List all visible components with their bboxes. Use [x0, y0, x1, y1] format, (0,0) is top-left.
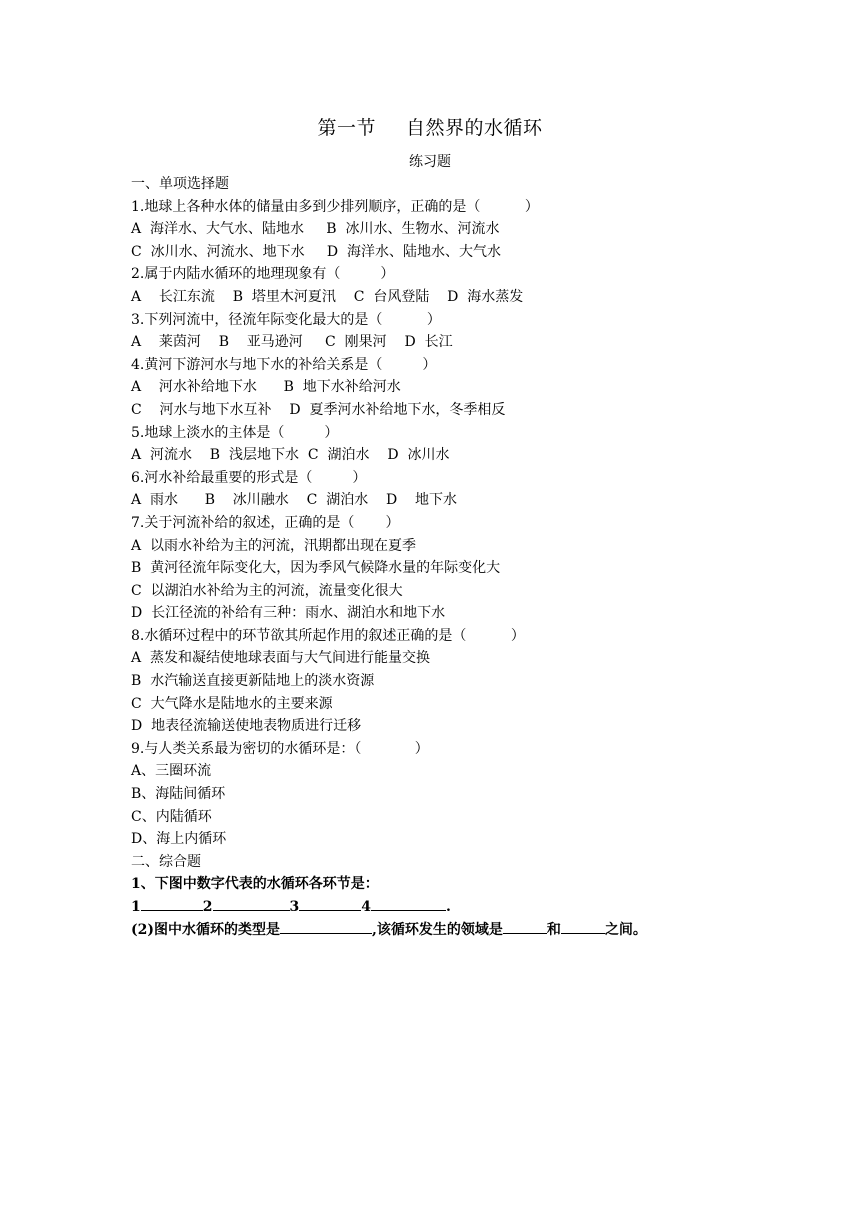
answer-blank-4[interactable]: [371, 896, 446, 911]
answer-blank-2[interactable]: [213, 896, 290, 911]
q2-text-c: 和: [546, 921, 561, 938]
question-8: [131, 625, 771, 738]
question-option: A 雨水 B 冰川融水 C 湖泊水 D 地下水: [131, 492, 458, 509]
question-2: [131, 263, 771, 308]
question-option: A 海洋水、大气水、陆地水 B 冰川水、生物水、河流水: [131, 221, 500, 238]
question-option: A 莱茵河 B 亚马逊河 C 刚果河 D 长江: [131, 334, 453, 351]
question-option: B 水汽输送直接更新陆地上的淡水资源: [131, 673, 375, 690]
question-stem: 1.地球上各种水体的储量由多到少排列顺序，正确的是（ ）: [131, 198, 539, 215]
section-heading-choice: 一、单项选择题: [131, 176, 229, 192]
blank-label-2: 2: [202, 899, 213, 915]
question-option: A 蒸发和凝结使地球表面与大气间进行能量交换: [131, 650, 431, 667]
worksheet-content: [131, 173, 771, 941]
question-4: [131, 354, 771, 422]
question-3: [131, 309, 771, 354]
page-subtitle: 练习题: [409, 154, 451, 170]
question-option: C 以湖泊水补给为主的河流，流量变化很大: [131, 582, 403, 599]
question-option: D 长江径流的补给有三种：雨水、湖泊水和地下水: [131, 605, 446, 622]
question-option: A、三圈环流: [131, 763, 212, 780]
blank-label-1: 1: [131, 899, 141, 915]
question-stem: 9.与人类关系最为密切的水循环是：（ ）: [131, 740, 429, 757]
answer-blank-cycle-type[interactable]: [280, 919, 372, 934]
q2-text-b: ,该循环发生的领域是: [372, 921, 503, 938]
answer-blank-1[interactable]: [141, 896, 203, 911]
answer-blank-3[interactable]: [299, 896, 361, 911]
question-option: D、海上内循环: [131, 831, 227, 848]
question-stem: 7.关于河流补给的叙述，正确的是（ ）: [131, 514, 400, 531]
question-option: B 黄河径流年际变化大，因为季风气候降水量的年际变化大: [131, 560, 501, 577]
question-5: [131, 422, 771, 467]
title-section-number: 第一节: [317, 117, 376, 139]
question-9: [131, 738, 771, 851]
question-1: [131, 196, 771, 264]
answer-blank-domain-2[interactable]: [561, 919, 605, 934]
blank-label-4: 4: [361, 899, 371, 915]
question-option: D 地表径流输送使地表物质进行迁移: [131, 718, 362, 735]
question-option: A 河水补给地下水 B 地下水补给河水: [131, 379, 401, 396]
blank-label-3: 3: [289, 899, 300, 915]
question-option: A 河流水 B 浅层地下水 C 湖泊水 D 冰川水: [131, 447, 450, 464]
question-stem: 8.水循环过程中的环节欲其所起作用的叙述正确的是（ ）: [131, 627, 525, 644]
question-7: [131, 512, 771, 625]
question-option: C 河水与地下水互补 D 夏季河水补给地下水，冬季相反: [131, 401, 506, 418]
question-option: A 以雨水补给为主的河流，汛期都出现在夏季: [131, 537, 417, 554]
question-option: C、内陆循环: [131, 808, 212, 825]
page-title: [0, 114, 860, 142]
question-stem: 4.黄河下游河水与地下水的补给关系是（ ）: [131, 356, 437, 373]
comprehensive-question-1: 1、下图中数字代表的水循环各环节是：: [131, 876, 379, 893]
blank-end-period: .: [446, 899, 451, 915]
question-option: A 长江东流 B 塔里木河夏汛 C 台风登陆 D 海水蒸发: [131, 288, 524, 305]
question-stem: 3.下列河流中，径流年际变化最大的是（ ）: [131, 311, 441, 328]
answer-blank-domain-1[interactable]: [503, 919, 547, 934]
title-topic: 自然界的水循环: [406, 117, 543, 139]
question-option: C 冰川水、河流水、地下水 D 海洋水、陆地水、大气水: [131, 243, 501, 260]
comprehensive-question-2: [131, 919, 771, 942]
question-option: B、海陆间循环: [131, 786, 226, 803]
question-stem: 6.河水补给最重要的形式是（ ）: [131, 469, 367, 486]
section-heading-comprehensive: 二、综合题: [131, 853, 201, 870]
question-6: [131, 467, 771, 512]
question-stem: 2.属于内陆水循环的地理现象有（ ）: [131, 266, 395, 283]
fill-blank-row: [131, 896, 771, 919]
q2-text-a: (2)图中水循环的类型是: [131, 921, 280, 938]
question-stem: 5.地球上淡水的主体是（ ）: [131, 424, 339, 441]
question-option: C 大气降水是陆地水的主要来源: [131, 695, 333, 712]
q2-text-d: 之间。: [604, 921, 647, 938]
